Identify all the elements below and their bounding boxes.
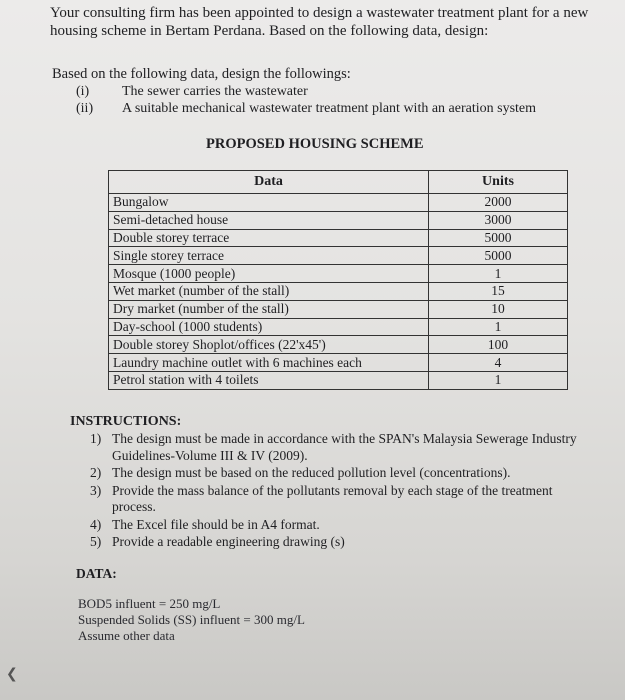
row-data-cell: Mosque (1000 people): [109, 265, 429, 283]
data-line: BOD5 influent = 250 mg/L: [78, 596, 221, 611]
data-block: [78, 596, 305, 644]
row-units-cell: 10: [429, 300, 568, 318]
row-data-cell: Single storey terrace: [109, 247, 429, 265]
instruction-text: The design must be made in accordance with the SPAN's Malaysia Sewerage Industry Guidelines-Volume III & IV (2009).: [112, 431, 577, 463]
row-data-cell: Day-school (1000 students): [109, 318, 429, 336]
requirement-text: A suitable mechanical wastewater treatment plant with an aeration system: [122, 101, 537, 116]
design-lead-text: Based on the following data, design the followings:: [52, 66, 351, 82]
row-units-cell: 2000: [429, 194, 568, 212]
row-data-cell: Wet market (number of the stall): [109, 282, 429, 300]
row-units-cell: 1: [429, 371, 568, 389]
table-row: [109, 211, 568, 229]
row-data-cell: Semi-detached house: [109, 211, 429, 229]
row-units-cell: 100: [429, 336, 568, 354]
instruction-item: [90, 534, 590, 551]
instruction-text: Provide the mass balance of the pollutants removal by each stage of the treatment process.: [112, 482, 553, 514]
instruction-number: 3): [90, 482, 102, 498]
intro-paragraph: Your consulting firm has been appointed to design a wastewater treatment plant for a new housing scheme in Bertam Perdana. Based on the following data, design:: [50, 5, 589, 39]
row-units-cell: 5000: [429, 229, 568, 247]
data-line: Assume other data: [78, 628, 175, 643]
row-units-cell: 1: [429, 265, 568, 283]
requirement-item: [76, 101, 536, 117]
table-heading: PROPOSED HOUSING SCHEME: [206, 136, 424, 152]
instruction-item: [90, 431, 590, 464]
table-row: [109, 229, 568, 247]
row-units-cell: 5000: [429, 247, 568, 265]
table-row: [109, 318, 568, 336]
row-data-cell: Dry market (number of the stall): [109, 300, 429, 318]
requirement-number: (ii): [76, 101, 94, 116]
instruction-number: 1): [90, 431, 102, 446]
row-units-cell: 4: [429, 354, 568, 372]
housing-scheme-table: [108, 170, 568, 390]
table-row: [109, 282, 568, 300]
table-row: [109, 371, 568, 389]
table-row: [109, 194, 568, 212]
row-data-cell: Bungalow: [109, 194, 429, 212]
row-data-cell: Double storey Shoplot/offices (22'x45'): [109, 336, 429, 354]
table-row: [109, 247, 568, 265]
requirement-text: The sewer carries the wastewater: [122, 84, 308, 99]
row-data-cell: Double storey terrace: [109, 229, 429, 247]
table-row: [109, 354, 568, 372]
row-units-cell: 15: [429, 282, 568, 300]
chevron-left-icon[interactable]: ❮: [6, 666, 18, 682]
column-header-data: Data: [109, 171, 429, 194]
instruction-item: [90, 465, 590, 482]
table-body: [109, 194, 568, 390]
row-units-cell: 1: [429, 318, 568, 336]
row-data-cell: Petrol station with 4 toilets: [109, 371, 429, 389]
table-row: [109, 336, 568, 354]
row-units-cell: 3000: [429, 211, 568, 229]
requirement-number: (i): [76, 84, 90, 99]
instruction-number: 2): [90, 465, 102, 480]
requirement-item: [76, 84, 308, 100]
instruction-text: Provide a readable engineering drawing (s): [112, 534, 345, 549]
instruction-text: The design must be based on the reduced pollution level (concentrations).: [112, 465, 511, 480]
data-line: Suspended Solids (SS) influent = 300 mg/L: [78, 612, 305, 627]
row-data-cell: Laundry machine outlet with 6 machines each: [109, 354, 429, 372]
instruction-item: [90, 483, 590, 516]
table-row: [109, 265, 568, 283]
table-header-row: [109, 171, 568, 194]
data-title: DATA:: [76, 566, 117, 581]
instruction-number: 5): [90, 534, 102, 549]
instruction-item: [90, 517, 590, 534]
column-header-units: Units: [429, 171, 568, 194]
instruction-number: 4): [90, 516, 102, 532]
instructions-title: INSTRUCTIONS:: [70, 414, 182, 429]
instruction-text: The Excel file should be in A4 format.: [112, 516, 320, 532]
table-row: [109, 300, 568, 318]
instructions-list: [90, 431, 590, 552]
